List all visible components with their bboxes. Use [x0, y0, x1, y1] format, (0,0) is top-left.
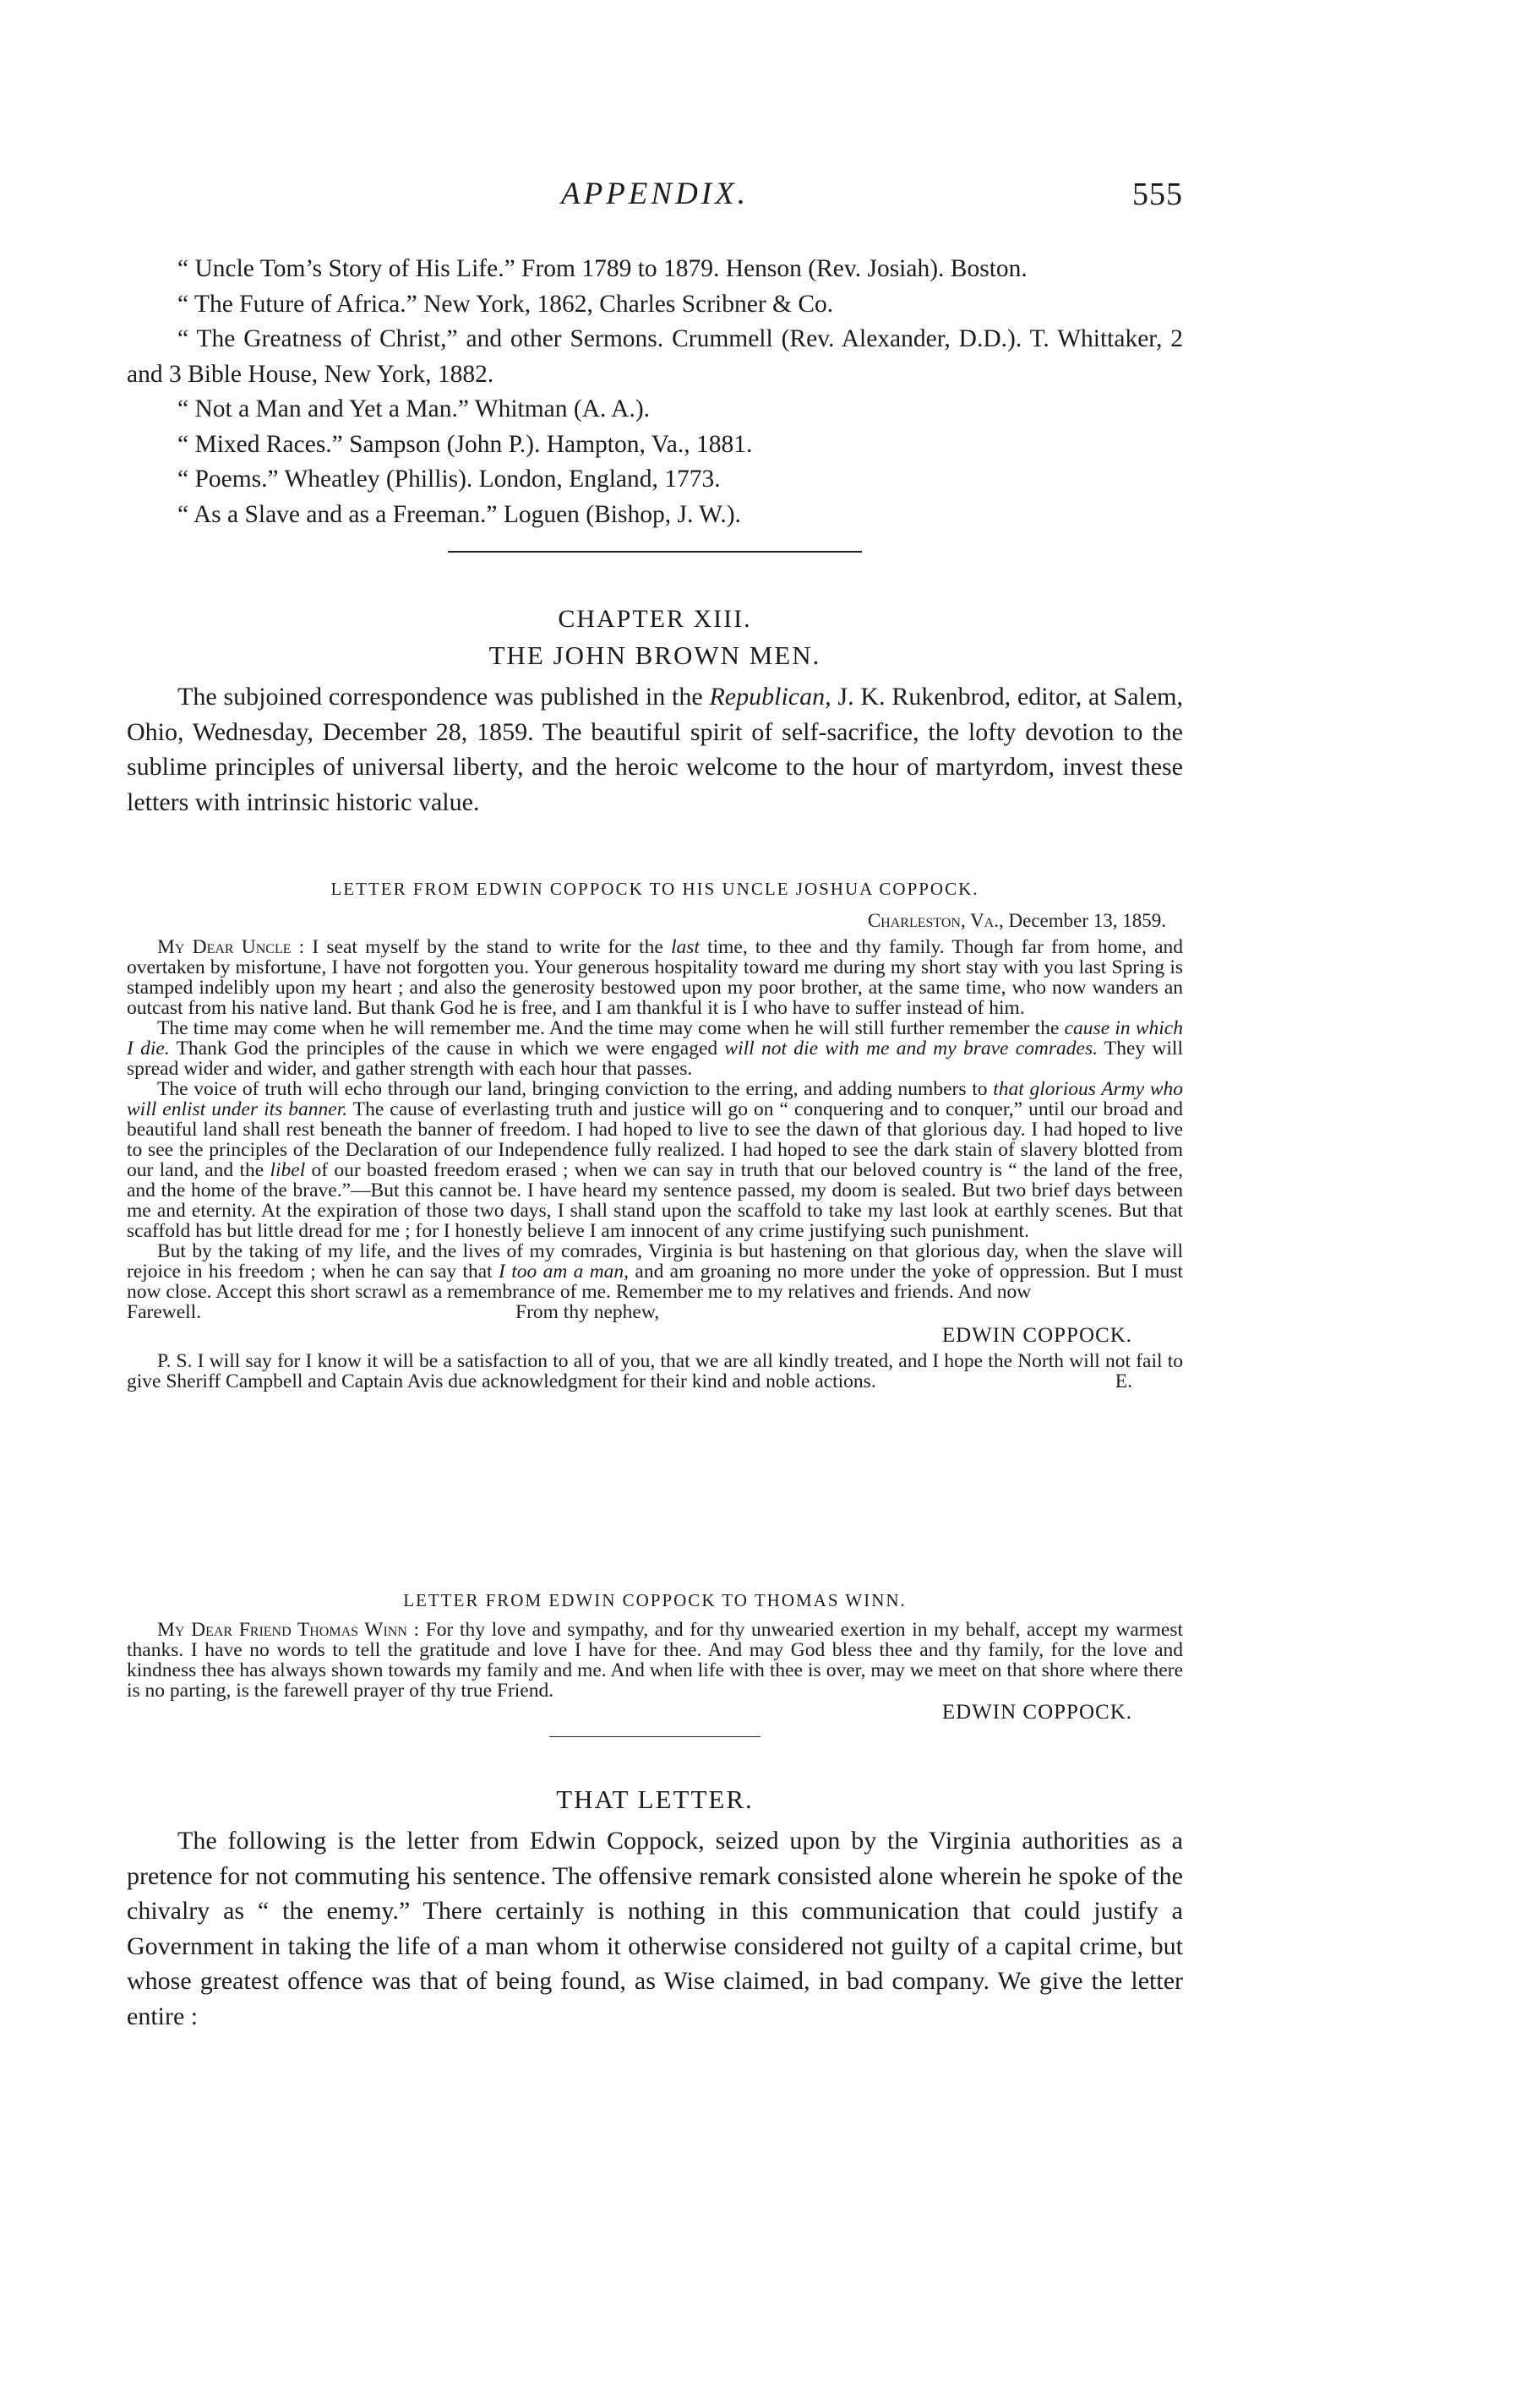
letter-title: LETTER FROM EDWIN COPPOCK TO HIS UNCLE JOSHUA COPPOCK. [330, 879, 979, 899]
letter-to-uncle [127, 879, 1183, 1392]
letter-paragraph: My Dear Uncle : I seat myself by the stand to write for the last time, to thee and thy family. Though far from home, and overtaken by misfortune, I have not forgotten you. Your generous hospitality toward me during my short stay with you last Spring is stamped indelibly upon my heart ; and also the generosity bestowed upon my poor brother, at the same time, who now wanders an outcast from his native land. But thank God he is free, and I am thankful it is I who have to suffer instead of him. [127, 936, 1184, 1019]
letter-dateline: Charleston, Va., December 13, 1859. [867, 910, 1166, 931]
running-title: APPENDIX. [561, 177, 749, 211]
section-divider [549, 1736, 760, 1737]
section-divider [448, 551, 862, 553]
that-letter-section [127, 1784, 1183, 2034]
chapter-title: THE JOHN BROWN MEN. [488, 640, 821, 670]
reference-item: “ The Future of Africa.” New York, 1862, Charles Scribner & Co. [177, 290, 834, 318]
reference-item: “ Mixed Races.” Sampson (John P.). Hampton, Va., 1881. [177, 430, 753, 458]
reference-list [127, 252, 1183, 553]
letter-farewell [127, 1302, 1183, 1322]
reference-item: “ Not a Man and Yet a Man.” Whitman (A. A.). [177, 395, 651, 422]
page-header [127, 169, 1183, 220]
farewell-word: Farewell. [127, 1301, 202, 1323]
letter-paragraph: The time may come when he will remember me. And the time may come when he will still further remember the cause in which I die. Thank God the principles of the cause in which we were engaged will not die with me and my brave comrades. They will spread wider and wider, and gather strength with each hour that passes. [127, 1017, 1183, 1080]
letter-postscript: P. S. I will say for I know it will be a satisfaction to all of you, that we are all kindly treated, and I hope the North will not fail to give Sheriff Campbell and Captain Avis due acknowledgment for their kind and noble actions. E. [127, 1350, 1183, 1392]
letter-paragraph: But by the taking of my life, and the lives of my comrades, Virginia is but hastening on that glorious day, when the slave will rejoice in his freedom ; when he can say that I too am a man, and am groaning no more under the yoke of oppression. But I must now close. Accept this short scrawl as a remembrance of me. Remember me to my relatives and friends. And now [127, 1240, 1184, 1303]
reference-item: “ As a Slave and as a Freeman.” Loguen (Bishop, J. W.). [177, 500, 741, 528]
letter-title: LETTER FROM EDWIN COPPOCK TO THOMAS WINN. [403, 1590, 907, 1610]
postscript-initial: E. [1115, 1370, 1132, 1392]
chapter-section [127, 605, 1183, 820]
chapter-number: CHAPTER XIII. [558, 605, 752, 633]
reference-item: “ Poems.” Wheatley (Phillis). London, England, 1773. [177, 466, 721, 493]
page-number: 555 [1132, 177, 1183, 212]
reference-item: “ Uncle Tom’s Story of His Life.” From 1789 to 1879. Henson (Rev. Josiah). Boston. [177, 255, 1028, 282]
section-paragraph: The following is the letter from Edwin Coppock, seized upon by the Virginia authorities as a pretence for not commuting his sentence. The offensive remark consisted alone wherein he spoke of the chivalry as “ the enemy.” There certainly is nothing in this communication that could justify a Government in taking the life of a man whom it otherwise considered not guilty of a capital crime, but whose greatest offence was that of being found, as Wise claimed, in bad company. We give the letter entire : [127, 1827, 1183, 2030]
section-title: THAT LETTER. [556, 1784, 754, 1814]
letter-closing: From thy nephew, [515, 1301, 660, 1323]
reference-item: “ The Greatness of Christ,” and other Sermons. Crummell (Rev. Alexander, D.D.). T. Whittaker, 2 and 3 Bible House, New York, 1882. [127, 325, 1183, 388]
letter-signature: EDWIN COPPOCK. [941, 1324, 1132, 1347]
letter-to-thomas-winn [127, 1590, 1183, 1737]
letter-paragraph: My Dear Friend Thomas Winn : For thy love and sympathy, and for thy unwearied exertion in my behalf, accept my warmest thanks. I have no words to tell the gratitude and love I have for thee. And may God bless thee and thy family, for the love and kindness thee has always shown towards my family and me. And when life with thee is over, may we meet on that shore where there is no parting, is the farewell prayer of thy true Friend. [127, 1619, 1183, 1702]
chapter-intro: The subjoined correspondence was published in the Republican, J. K. Rukenbrod, editor, at Salem, Ohio, Wednesday, December 28, 1859. The beautiful spirit of self-sacrifice, the lofty devotion to the sublime principles of universal liberty, and the heroic welcome to the hour of martyrdom, invest these letters with intrinsic historic value. [127, 683, 1183, 816]
letter-signature: EDWIN COPPOCK. [941, 1701, 1132, 1724]
letter-paragraph: The voice of truth will echo through our land, bringing conviction to the erring, and adding numbers to that glorious Army who will enlist under its banner. The cause of everlasting truth and justice will go on “ conquering and to conquer,” until our broad and beautiful land shall rest beneath the banner of freedom. I had hoped to live to see the dawn of that glorious day. I had hoped to live to see the principles of the Declaration of our Independence fully realized. I had hoped to see the dark stain of slavery blotted from our land, and the libel of our boasted freedom erased ; when we can say in truth that our beloved country is “ the land of the free, and the home of the brave.”—But this cannot be. I have heard my sentence passed, my doom is sealed. But two brief days between me and eternity. At the expiration of those two days, I shall stand upon the scaffold to take my last look at earthly scenes. But that scaffold has but little dread for me ; for I honestly believe I am innocent of any crime justifying such punishment. [127, 1078, 1183, 1242]
